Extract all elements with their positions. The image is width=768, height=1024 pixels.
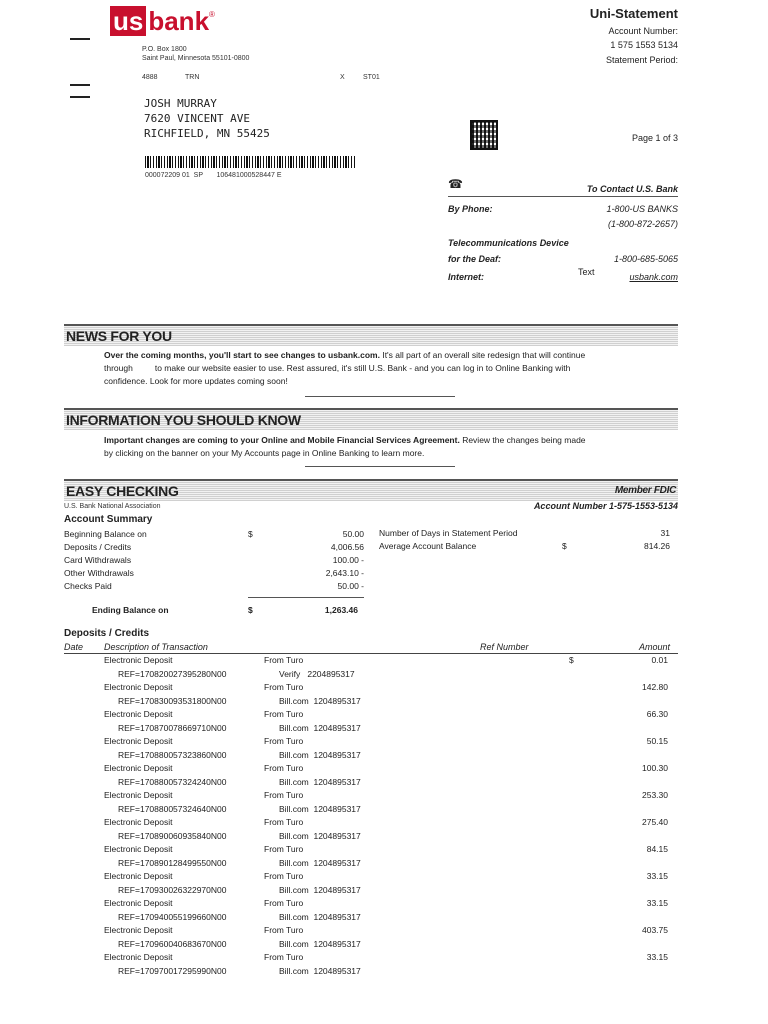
account-summary (64, 528, 364, 593)
internet-label: Internet: (448, 272, 484, 282)
tx-from: From Turo (264, 925, 304, 935)
tx-subdetail: Bill.com 1204895317 (279, 938, 361, 949)
tx-description: Electronic Deposit (104, 655, 173, 665)
news-text3: to make our website easier to use. Rest assured, it's still U.S. Bank - and you can log in to Online Banking with (154, 363, 571, 373)
tx-reference: REF=170870078669710N00 (118, 722, 227, 733)
table-row (64, 897, 678, 924)
tdd-value: 1-800-685-5065 (613, 254, 678, 264)
col-ref-number: Ref Number (480, 642, 529, 652)
tx-reference: REF=170940055199660N00 (118, 911, 227, 922)
by-phone-label: By Phone: (448, 204, 493, 214)
margin-mark-2 (70, 84, 90, 86)
bank-address-line1: P.O. Box 1800 (142, 46, 187, 53)
tx-description: Electronic Deposit (104, 925, 173, 935)
summary-value: 100.00 - (332, 555, 364, 565)
summary-row (64, 554, 364, 567)
tx-description: Electronic Deposit (104, 871, 173, 881)
mail-code-2: TRN (185, 74, 200, 81)
table-row (64, 924, 678, 951)
account-summary-title: Account Summary (64, 514, 153, 525)
mail-code-3: X (340, 74, 345, 81)
table-row (64, 816, 678, 843)
tx-subdetail: Bill.com 1204895317 (279, 776, 361, 787)
barcode-line: 000072209 01 SP 106481000528447 E (145, 172, 282, 179)
ending-balance-label: Ending Balance on (92, 605, 169, 615)
summary-label: Other Withdrawals (64, 568, 134, 578)
internet-note: Text (578, 267, 595, 277)
news-text1: It's all part of an overall site redesign that will continue (379, 350, 586, 360)
col-description: Description of Transaction (104, 642, 208, 652)
tx-description: Electronic Deposit (104, 844, 173, 854)
tx-from: From Turo (264, 709, 304, 719)
table-row (64, 654, 678, 681)
by-phone-value2: (1-800-872-2657) (607, 219, 678, 229)
tx-subdetail: Bill.com 1204895317 (279, 830, 361, 841)
tx-reference: REF=170930026322970N00 (118, 884, 227, 895)
tx-description: Electronic Deposit (104, 790, 173, 800)
tx-amount: 275.40 (642, 817, 668, 827)
summary-row (64, 528, 364, 541)
tx-reference: REF=170820027395280N00 (118, 668, 227, 679)
days-in-period-value: 31 (660, 528, 670, 538)
recipient-name: JOSH MURRAY (144, 97, 217, 110)
tx-subdetail: Bill.com 1204895317 (279, 695, 361, 706)
checking-title: EASY CHECKING (66, 483, 179, 499)
info-text2: by clicking on the banner on your My Accounts page in Online Banking to learn more. (104, 448, 425, 458)
tx-description: Electronic Deposit (104, 763, 173, 773)
summary-total-line (248, 597, 364, 598)
tx-from: From Turo (264, 682, 304, 692)
tx-amount: 50.15 (646, 736, 668, 746)
days-in-period-label: Number of Days in Statement Period (379, 528, 518, 538)
tx-amount: 100.30 (642, 763, 668, 773)
tx-subdetail: Bill.com 1204895317 (279, 884, 361, 895)
average-balance-currency: $ (562, 541, 567, 551)
tx-subdetail: Bill.com 1204895317 (279, 911, 361, 922)
margin-mark-3 (70, 96, 90, 98)
qr-code (470, 120, 498, 150)
tx-from: From Turo (264, 763, 304, 773)
tx-reference: REF=170970017295990N00 (118, 965, 227, 976)
summary-label: Deposits / Credits (64, 542, 132, 552)
deposits-title: Deposits / Credits (64, 628, 150, 639)
tx-currency: $ (569, 655, 574, 665)
summary-value: 50.00 - (337, 581, 364, 591)
tx-subdetail: Verify 2204895317 (279, 668, 355, 679)
recipient-street: 7620 VINCENT AVE (144, 112, 250, 125)
bank-association: U.S. Bank National Association (64, 503, 161, 510)
contact-title: To Contact U.S. Bank (586, 184, 678, 194)
tx-description: Electronic Deposit (104, 709, 173, 719)
tx-subdetail: Bill.com 1204895317 (279, 857, 361, 868)
summary-row (64, 567, 364, 580)
news-bold-text: Over the coming months, you'll start to see changes to usbank.com. (104, 350, 380, 360)
average-balance-label: Average Account Balance (379, 541, 477, 551)
tx-from: From Turo (264, 817, 304, 827)
news-text4: confidence. Look for more updates coming soon! (104, 376, 288, 386)
tx-amount: 403.75 (642, 925, 668, 935)
news-section-header (64, 324, 678, 346)
tx-description: Electronic Deposit (104, 736, 173, 746)
table-row (64, 789, 678, 816)
tx-description: Electronic Deposit (104, 682, 173, 692)
average-balance-value: 814.26 (644, 541, 670, 551)
usbank-logo (110, 6, 215, 36)
news-text2: through (104, 363, 133, 373)
tx-amount: 0.01 (651, 655, 668, 665)
table-row (64, 708, 678, 735)
recipient-city: RICHFIELD, MN 55425 (144, 127, 270, 140)
table-row (64, 870, 678, 897)
summary-row (64, 541, 364, 554)
tx-reference: REF=170880057323860N00 (118, 749, 227, 760)
col-amount: Amount (638, 642, 670, 652)
tx-from: From Turo (264, 898, 304, 908)
tx-reference: REF=170890128499550N00 (118, 857, 227, 868)
internet-value[interactable]: usbank.com (629, 272, 678, 282)
summary-label: Checks Paid (64, 581, 112, 591)
summary-value: 50.00 (342, 529, 364, 539)
bank-address-line2: Saint Paul, Minnesota 55101-0800 (142, 55, 250, 62)
table-row (64, 762, 678, 789)
tdd-label2: for the Deaf: (448, 254, 502, 264)
logo-bank: bank (148, 6, 210, 36)
phone-icon: ☎ (448, 177, 463, 191)
tx-amount: 33.15 (646, 871, 668, 881)
tx-subdetail: Bill.com 1204895317 (279, 803, 361, 814)
tx-description: Electronic Deposit (104, 898, 173, 908)
logo-registered: ® (209, 10, 215, 19)
postal-barcode (145, 156, 355, 168)
checking-account-number: Account Number 1-575-1553-5134 (533, 501, 678, 511)
page-info: Page 1 of 3 (631, 133, 678, 143)
doc-title: Uni-Statement (589, 6, 678, 21)
tx-subdetail: Bill.com 1204895317 (279, 965, 361, 976)
tx-reference: REF=170830093531800N00 (118, 695, 227, 706)
info-text1: Review the changes being made (459, 435, 586, 445)
info-paragraph (104, 434, 659, 460)
summary-currency: $ (248, 529, 253, 539)
summary-row (64, 580, 364, 593)
account-number-label: Account Number: (608, 26, 678, 36)
news-title: NEWS FOR YOU (66, 328, 172, 344)
news-paragraph (104, 349, 659, 388)
tx-reference: REF=170960040683670N00 (118, 938, 227, 949)
tx-amount: 84.15 (646, 844, 668, 854)
summary-value: 2,643.10 - (325, 568, 364, 578)
tx-description: Electronic Deposit (104, 817, 173, 827)
ending-balance-currency: $ (248, 605, 253, 615)
tx-from: From Turo (264, 790, 304, 800)
tx-amount: 33.15 (646, 952, 668, 962)
info-title: INFORMATION YOU SHOULD KNOW (66, 412, 301, 428)
contact-divider (448, 196, 678, 197)
tx-from: From Turo (264, 871, 304, 881)
tx-reference: REF=170890060935840N00 (118, 830, 227, 841)
tx-from: From Turo (264, 844, 304, 854)
mail-code-1: 4888 (142, 74, 158, 81)
deposits-table (64, 654, 678, 978)
tx-amount: 253.30 (642, 790, 668, 800)
table-row (64, 843, 678, 870)
table-row (64, 735, 678, 762)
statement-period-label: Statement Period: (605, 55, 678, 65)
tx-amount: 33.15 (646, 898, 668, 908)
tx-subdetail: Bill.com 1204895317 (279, 749, 361, 760)
member-fdic: Member FDIC (614, 485, 676, 496)
summary-label: Card Withdrawals (64, 555, 132, 565)
summary-value: 4,006.56 (330, 542, 364, 552)
summary-label: Beginning Balance on (64, 529, 147, 539)
tx-from: From Turo (264, 736, 304, 746)
by-phone-value1: 1-800-US BANKS (606, 204, 678, 214)
ending-balance-value: 1,263.46 (324, 605, 358, 615)
tx-from: From Turo (264, 952, 304, 962)
tx-amount: 142.80 (642, 682, 668, 692)
info-divider (305, 466, 455, 467)
logo-us: us (110, 6, 146, 36)
table-row (64, 681, 678, 708)
tx-from: From Turo (264, 655, 304, 665)
col-date: Date (64, 642, 84, 652)
table-row (64, 951, 678, 978)
margin-mark-1 (70, 38, 90, 40)
tx-amount: 66.30 (646, 709, 668, 719)
tx-description: Electronic Deposit (104, 952, 173, 962)
tx-reference: REF=170880057324240N00 (118, 776, 227, 787)
tx-reference: REF=170880057324640N00 (118, 803, 227, 814)
info-bold-text: Important changes are coming to your Online and Mobile Financial Services Agreement. (104, 435, 460, 445)
tdd-label1: Telecommunications Device (448, 238, 569, 248)
news-divider (305, 396, 455, 397)
info-section-header (64, 408, 678, 430)
tx-subdetail: Bill.com 1204895317 (279, 722, 361, 733)
checking-section-header (64, 479, 678, 501)
account-number: 1 575 1553 5134 (610, 40, 678, 50)
mail-code-4: ST01 (363, 74, 380, 81)
